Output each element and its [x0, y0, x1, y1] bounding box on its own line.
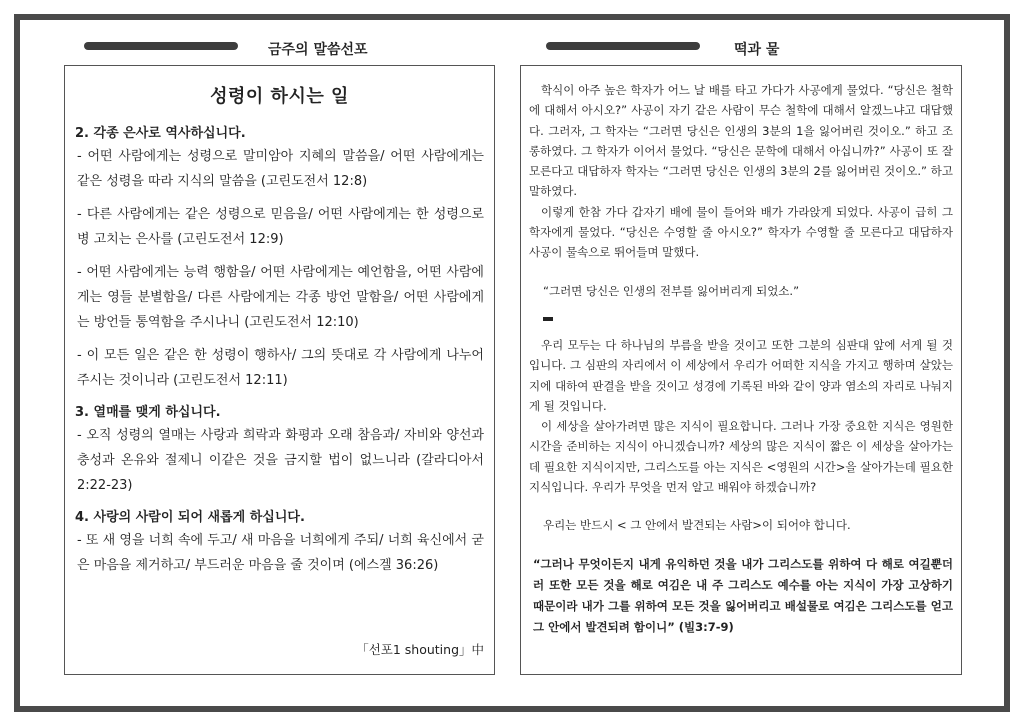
verse-item: - 다른 사람에게는 같은 성령으로 믿음을/ 어떤 사람에게는 한 성령으로 병 고치는 은사를 (고린도전서 12:9)	[77, 207, 484, 247]
story-paragraph: 학식이 아주 높은 학자가 어느 날 배를 타고 가다가 사공에게 물었다. “당신은 철학에 대해서 아시오?” 사공이 자기 같은 사람이 무슨 철학에 대해서 알겠느냐고 대답했다. 그러자, 그 학자는 “그러면 당신은 인생의 3분의 1을 잃어버린 것이오.” 하고 조롱하였다. 그 학자가 이어서 물었다. “당신은 문학에 대해서 아십니까?” 사공이 또 잘 모른다고 대답하자 학자는 “그러면 당신은 인생의 3분의 2를 잃어버린 것이오.” 하고 말하였다.	[529, 83, 953, 199]
left-header-title: 금주의 말씀선포	[268, 42, 368, 58]
scripture-quote: “그러나 무엇이든지 내게 유익하던 것을 내가 그리스도를 위하여 다 해로 여길뿐더러 또한 모든 것을 해로 여김은 내 주 그리스도 예수를 아는 지식이 가장 고상하기 때문이라 내가 그를 위하여 모든 것을 잃어버리고 배설물로 여김은 그리스도를 얻고 그 안에서 발견되려 함이니” (빌3:7-9)	[533, 556, 953, 634]
verse-item: - 오직 성령의 열매는 사랑과 희락과 화평과 오래 참음과/ 자비와 양선과 충성과 온유와 절제니 이같은 것을 금지할 법이 없느니라 (갈라디아서 2:22-23)	[77, 428, 484, 493]
section-heading: 4. 사랑의 사람이 되어 새롭게 하십니다.	[75, 510, 305, 525]
key-statement: 우리는 반드시 < 그 안에서 발견되는 사람>이 되어야 합니다.	[543, 518, 851, 533]
separator-mark	[543, 317, 553, 321]
section-heading: 2. 각종 은사로 역사하십니다.	[75, 126, 246, 141]
story-paragraph: 이 세상을 살아가려면 많은 지식이 필요합니다. 그러나 가장 중요한 지식은 영원한 시간을 준비하는 지식이 아니겠습니까? 세상의 많은 지식이 짧은 이 세상을 살아가는데 필요한 지식이지만, 그리스도를 아는 지식은 <영원의 시간>을 살아가는데 필요한 지식입니다. 우리가 무엇을 먼저 알고 배워야 하겠습니까?	[529, 419, 953, 495]
verse-item: - 어떤 사람에게는 성령으로 말미암아 지혜의 말씀을/ 어떤 사람에게는 같은 성령을 따라 지식의 말씀을 (고린도전서 12:8)	[77, 149, 484, 189]
right-header-title: 떡과 물	[734, 42, 780, 58]
story-quote: “그러면 당신은 인생의 전부를 잃어버리게 되었소.”	[543, 283, 800, 298]
verse-item: - 이 모든 일은 같은 한 성령이 행하사/ 그의 뜻대로 각 사람에게 나누어 주시는 것이니라 (고린도전서 12:11)	[77, 348, 484, 388]
verse-item: - 어떤 사람에게는 능력 행함을/ 어떤 사람에게는 예언함을, 어떤 사람에게는 영들 분별함을/ 다른 사람에게는 각종 방언 말함을/ 어떤 사람에게는 방언들 통역함을 주시나니 (고린도전서 12:10)	[77, 265, 484, 330]
story-box	[520, 65, 962, 675]
story-paragraph: 우리 모두는 다 하나님의 부름을 받을 것이고 또한 그분의 심판대 앞에 서게 될 것입니다. 그 심판의 자리에서 이 세상에서 우리가 어떠한 지식을 가지고 행하며 살았는지에 대하여 판결을 받을 것이고 성경에 기록된 바와 같이 양과 염소의 자리로 나눠지게 될 것입니다.	[529, 337, 953, 413]
sermon-title: 성령이 하시는 일	[210, 86, 349, 107]
sermon-box	[64, 65, 495, 675]
right-header-bar	[546, 42, 700, 50]
story-paragraph: 이렇게 한참 가다 갑자기 배에 물이 들어와 배가 가라앉게 되었다. 사공이 급히 그 학자에게 물었다. “당신은 수영할 줄 아시오?” 학자가 수영할 줄 모른다고 대답하자 사공이 물속으로 뛰어들며 말했다.	[529, 204, 953, 260]
left-header-bar	[84, 42, 238, 50]
verse-item: - 또 새 영을 너희 속에 두고/ 새 마음을 너희에게 주되/ 너희 육신에서 굳은 마음을 제거하고/ 부드러운 마음을 줄 것이며 (에스겔 36:26)	[77, 533, 484, 573]
section-heading: 3. 열매를 맺게 하십니다.	[75, 405, 221, 420]
source-citation: 「선포1 shouting」中	[356, 642, 484, 657]
